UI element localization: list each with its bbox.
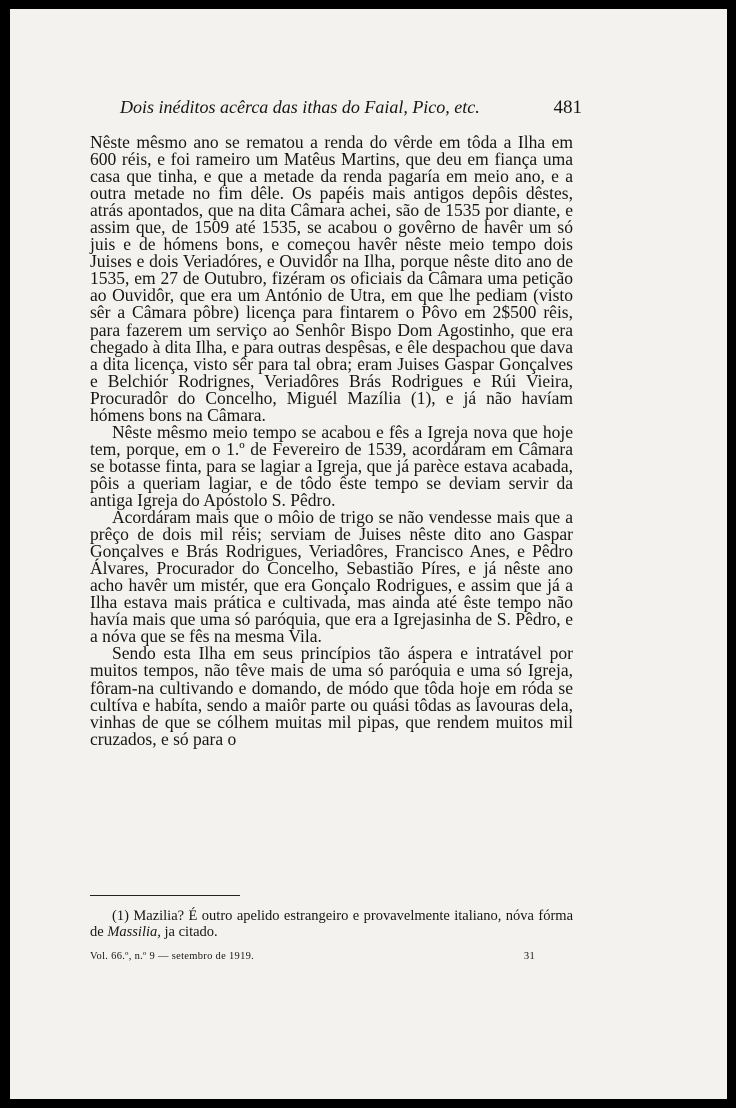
paragraph: Sendo esta Ilha em seus princípios tão áspera e intratável por muitos tempos, não têve mais de uma só paróquia e uma só Igreja, fôram-na cultivando e domando, de módo que tôda hoje em róda se cultíva e habíta, sendo a maiôr parte ou quási tôdas as lavouras dela, vinhas de que se cólhem muitas mil pipas, que rendem muitos mil cruzados, e só para o — [90, 643, 573, 749]
sheet-mark: 31 — [523, 951, 535, 962]
footnote-text-end: ja citado. — [164, 924, 218, 940]
page-number: 481 — [553, 97, 582, 118]
paragraph: Nêste mêsmo meio tempo se acabou e fês a Igreja nova que hoje tem, porque, em o 1.º de Fevereiro de 1539, acordáram em Câmara se botasse finta, para se lagiar a Igreja, que já parèce estava acabada, pôis a queriam lagiar, e de tôdo êste tempo se deviam servir da antiga Igreja do Apóstolo S. Pêdro. — [90, 421, 573, 510]
paragraph: Acordáram mais que o môio de trigo se não vendesse mais que a prêço de dois mil réis; serviam de Juises nêste dito ano Gaspar Gonçalves e Brás Rodrigues, Veriadôres, Francisco Anes, e Pêdro Álvares, Procurador do Concelho, Sebastião Píres, e já nêste ano acho havêr um mistér, que era Gonçalo Rodrigues, e assim que já a Ilha estava mais prática e cultivada, mas ainda até êste tempo não havía mais que uma só paróquia, que era a Igrejasinha de S. Pêdro, e a nóva que se fês na mesma Vila. — [90, 507, 573, 647]
volume-line: Vol. 66.º, n.º 9 — setembro de 1919. — [90, 951, 255, 962]
paragraph: Nêste mêsmo ano se rematou a renda do vêrde em tôda a Ilha em 600 réis, e foi rameiro um Matêus Martins, que deu em fiança uma casa que tinha, e que a metade da renda pagaría em meio ano, e a outra metade no fim dêle. Os papéis mais antigos depôis dêstes, atrás apontados, que na dita Câmara achei, são de 1535 por diante, e assim que, de 1509 até 1535, se acabou o govêrno de havêr um só juis e de hómens bons, e começou havêr nêste meio tempo dois Juises e dois Veriadóres, e Ouvidôr na Ilha, porque nêste dito ano de 1535, em 27 de Outubro, fizéram os oficiais da Câmara uma petição ao Ouvidôr, que era um António de Utra, em que lhe pediam (visto sêr a Câmara pôbre) licença para fintarem o Pôvo em 2$500 rêis, para fazerem um serviço ao Senhôr Bispo Dom Agostinho, que era chegado à dita Ilha, e para outras despêsas, e êle despachou que dava a dita licença, visto sêr para tal obra; eram Juises Gaspar Gonçalves e Belchiór Rodrignes, Veriadôres Brás Rodrigues e Rúi Vieira, Procuradôr do Concelho, Miguél Mazília (1), e já não havíam hómens bons na Câmara. — [90, 132, 573, 425]
main-text — [90, 134, 573, 748]
footnote-divider — [90, 895, 240, 896]
book-page — [10, 9, 727, 1099]
footnote-italic-word: Massilia, — [107, 924, 161, 940]
footnote — [90, 908, 573, 940]
printer-signature — [90, 951, 535, 962]
footnote-text: Mazilia? É outro apelido estrangeiro e provavelmente italiano, nóva fórma de — [90, 908, 574, 940]
footnote-marker: (1) — [112, 908, 129, 924]
running-header — [120, 97, 582, 119]
running-title: Dois inéditos acêrca das ithas do Faial, Pico, etc. — [120, 97, 480, 117]
